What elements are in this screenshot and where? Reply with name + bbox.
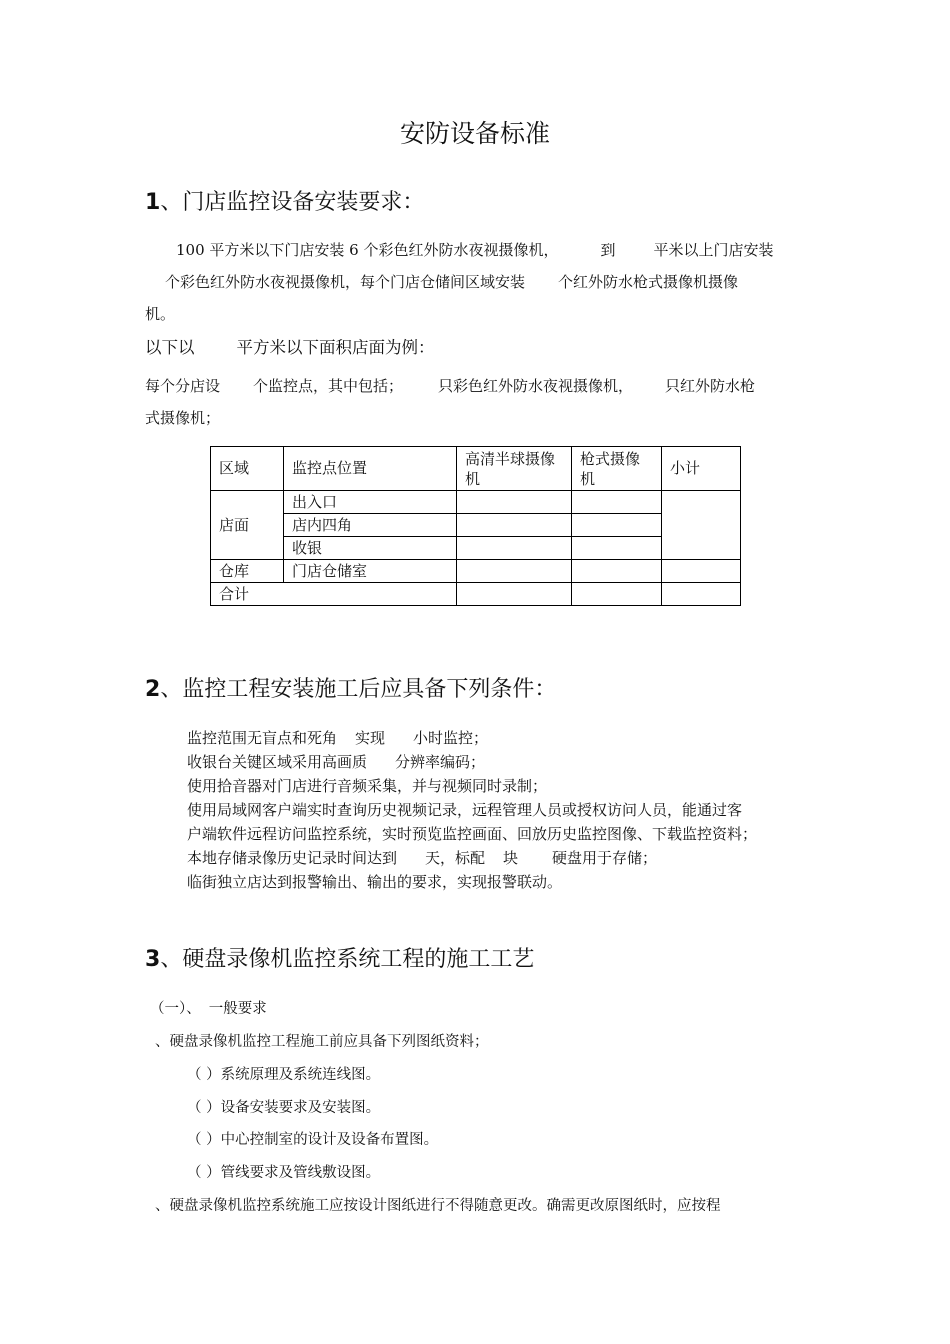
s1-p1-l2b: 个红外防水枪式摄像机摄像: [558, 273, 739, 291]
table-cell: [572, 583, 662, 606]
table-cell: [457, 583, 572, 606]
table-cell-total: 合计: [211, 583, 457, 606]
s2-line7: 临街独立店达到报警输出、输出的要求，实现报警联动。: [187, 873, 563, 891]
s1-p1-l1b: 到: [600, 241, 616, 259]
table-cell: [662, 583, 741, 606]
s2-l2a: 收银台关键区域采用高画质: [187, 753, 368, 771]
s3-bullet: （ ）管线要求及管线敷设图。: [187, 1165, 381, 1181]
s2-l6c: 块: [503, 849, 519, 867]
table-header-cell: 枪式摄像机: [572, 447, 662, 491]
table-cell: [572, 514, 662, 537]
s3-bullet: （ ）设备安装要求及安装图。: [187, 1100, 381, 1116]
table-cell: [457, 560, 572, 583]
table-header-cell: 区域: [211, 447, 284, 491]
s2-line3: 使用拾音器对门店进行音频采集，并与视频同时录制；: [187, 777, 548, 795]
section-2-number: 2: [145, 677, 161, 702]
s3-bullet: （ ）中心控制室的设计及设备布置图。: [187, 1132, 439, 1148]
s2-l1b: 实现: [355, 729, 386, 747]
s3-sub1b: 一般要求: [208, 1001, 267, 1017]
s2-line6: [187, 847, 657, 871]
s2-l2b: 分辨率编码；: [395, 753, 486, 771]
s1-p1-l2a: 个彩色红外防水夜视摄像机，每个门店仓储间区域安装: [165, 273, 526, 291]
table-cell: [457, 514, 572, 537]
table-cell: [572, 537, 662, 560]
s1-para3-line1: [145, 370, 755, 402]
section-2-title: 、监控工程安装施工后应具备下列条件：: [160, 677, 557, 702]
section-2-heading: [145, 672, 556, 703]
s1-p3c: 只彩色红外防水夜视摄像机，: [438, 377, 634, 395]
table-cell-warehouse: 仓库: [211, 560, 284, 583]
s1-para2: [145, 336, 435, 360]
s3-item2: 、硬盘录像机监控系统施工应按设计图纸进行不得随意更改。确需更改原图纸时，应按程: [155, 1198, 721, 1214]
table-cell: [457, 537, 572, 560]
section-1-title: 、门店监控设备安装要求：: [160, 190, 425, 215]
table-cell: [572, 491, 662, 514]
s2-l1c: 小时监控；: [413, 729, 489, 747]
table-cell: 门店仓储室: [284, 560, 457, 583]
section-3-title: 、硬盘录像机监控系统工程的施工工艺: [160, 947, 535, 972]
s3-item1: 、硬盘录像机监控工程施工前应具备下列图纸资料；: [155, 1034, 489, 1050]
s1-para3-line2: 式摄像机；: [145, 409, 221, 427]
s3-subheading: [150, 998, 267, 1020]
camera-table: [210, 446, 741, 606]
s1-p2a: 以下以: [145, 338, 195, 357]
table-cell: [572, 560, 662, 583]
s2-line1: [187, 727, 488, 751]
s1-p3a: 每个分店设: [145, 377, 221, 395]
section-1-number: 1: [145, 190, 161, 215]
section-3-number: 3: [145, 947, 161, 972]
s1-p3b: 个监控点，其中包括；: [253, 377, 404, 395]
s2-l1a: 监控范围无盲点和死角: [187, 729, 338, 747]
table-cell: [662, 491, 741, 560]
s1-para1-line2: [165, 266, 738, 298]
section-1-heading: [145, 185, 424, 216]
s1-p3d: 只红外防水枪: [665, 377, 756, 395]
page-title: 安防设备标准: [399, 119, 550, 148]
s2-l6d: 硬盘用于存储；: [552, 849, 658, 867]
s1-para1-line1: [176, 234, 774, 266]
s1-p1-l1a: 100 平方米以下门店安装 6 个彩色红外防水夜视摄像机，: [176, 241, 559, 259]
table-cell: [662, 560, 741, 583]
s1-p1-l1c: 平米以上门店安装: [653, 241, 774, 259]
s1-para1-line3: 机。: [145, 305, 176, 323]
table-header-cell: 小计: [662, 447, 741, 491]
table-cell: 店内四角: [284, 514, 457, 537]
table-header-cell: 监控点位置: [284, 447, 457, 491]
section-3-heading: [145, 942, 534, 973]
s2-l6b: 天，标配: [425, 849, 486, 867]
table-cell: [457, 491, 572, 514]
table-header-cell: 高清半球摄像机: [457, 447, 572, 491]
s3-bullet: （ ）系统原理及系统连线图。: [187, 1067, 381, 1083]
s1-p2b: 平方米以下面积店面为例：: [236, 338, 435, 357]
s3-sub1a: （一）、: [150, 1001, 201, 1017]
s2-line2: [187, 751, 485, 775]
s2-line4: 使用局域网客户端实时查询历史视频记录，远程管理人员或授权访问人员，能通过客: [187, 801, 743, 819]
table-cell-store: 店面: [211, 491, 284, 560]
table-cell: 出入口: [284, 491, 457, 514]
s2-line5: 户端软件远程访问监控系统，实时预览监控画面、回放历史监控图像、下载监控资料；: [187, 825, 758, 843]
table-cell: 收银: [284, 537, 457, 560]
s2-l6a: 本地存储录像历史记录时间达到: [187, 849, 398, 867]
